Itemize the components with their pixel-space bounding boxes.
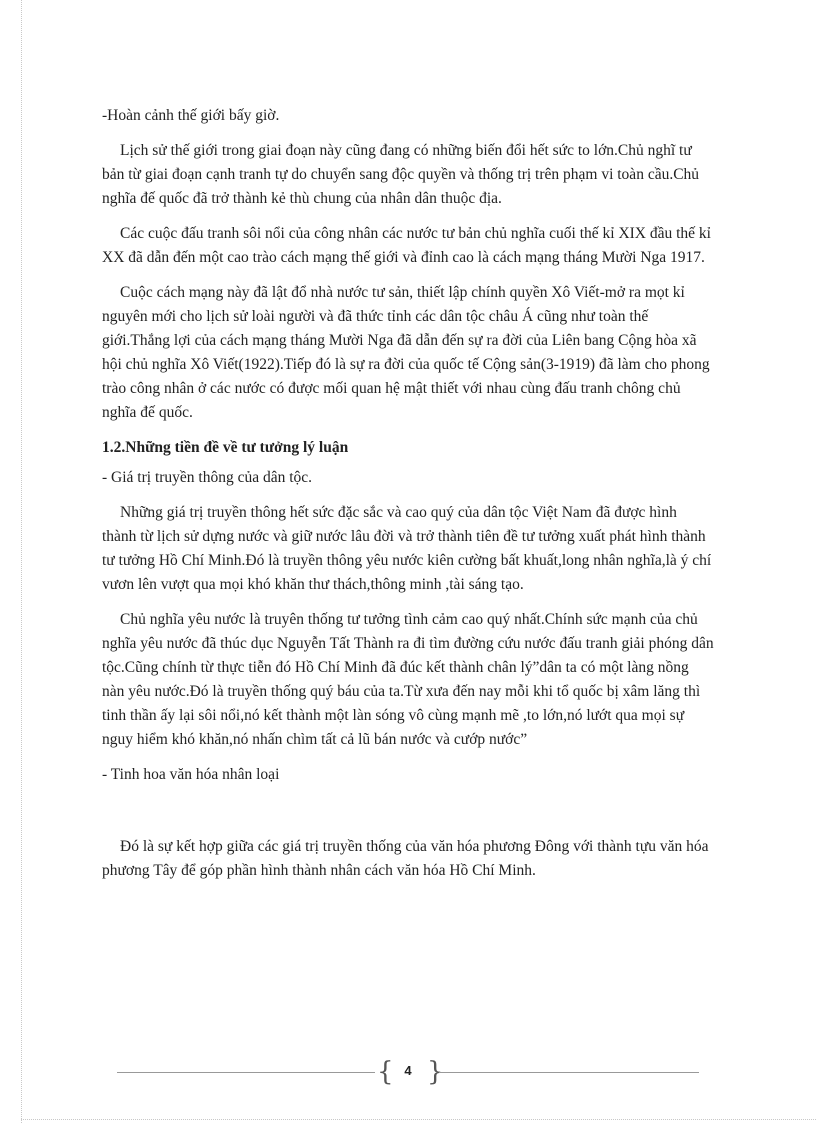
page-border-bottom bbox=[21, 1119, 816, 1120]
document-body bbox=[102, 98, 714, 883]
section-subheading-human-culture: - Tinh hoa văn hóa nhân loại bbox=[102, 766, 280, 783]
footer-rule-right bbox=[439, 1072, 699, 1073]
page-number: 4 bbox=[404, 1063, 412, 1078]
paragraph-patriotism: Chủ nghĩa yêu nước là truyên thống tư tưởng tình cảm cao quý nhất.Chính sức mạnh của chủ nghĩa yêu nước đã thúc dục Nguyễn Tất Thành ra đi tìm đường cứu nước đấu tranh giải phóng dân tộc.Cũng chính từ thực tiễn đó Hồ Chí Minh đã đúc kết thành chân lý”dân ta có một làng nồng nàn yêu nước.Đó là truyền thống quý báu của ta.Từ xưa đến nay mỗi khi tổ quốc bị xâm lăng thì tinh thần ấy lại sôi nổi,nó kết thành một làn sóng vô cùng mạnh mẽ ,to lớn,nó lướt qua mọi sự nguy hiểm khó khăn,nó nhấn chìm tất cả lũ bán nước và cướp nước” bbox=[102, 611, 714, 748]
footer-rule-left bbox=[117, 1072, 375, 1073]
page-border-left bbox=[21, 0, 22, 1123]
paragraph-worker-struggles: Các cuộc đấu tranh sôi nổi của công nhân các nước tư bản chủ nghĩa cuối thế kỉ XIX đầu thế kỉ XX đã dẫn đến một cao trào cách mạng thế giới và đỉnh cao là cách mạng tháng Mười Nga 1917. bbox=[102, 225, 711, 266]
section-subheading-world-context: -Hoàn cảnh thế giới bấy giờ. bbox=[102, 107, 280, 124]
footer-bracket-left: { bbox=[377, 1057, 394, 1087]
page-footer bbox=[117, 1058, 699, 1088]
footer-bracket-right: } bbox=[427, 1057, 444, 1087]
paragraph-east-west-culture: Đó là sự kết hợp giữa các giá trị truyền thống của văn hóa phương Đông với thành tựu văn hóa phương Tây để góp phần hình thành nhân cách văn hóa Hồ Chí Minh. bbox=[102, 838, 709, 879]
paragraph-october-revolution: Cuộc cách mạng này đã lật đổ nhà nước tư sản, thiết lập chính quyền Xô Viết-mở ra mọt kỉ nguyên mới cho lịch sử loài người và đã thức tỉnh các dân tộc châu Á cũng như toàn thế giới.Thắng lợi của cách mạng tháng Mười Nga đã dẫn đến sự ra đời của Liên bang Cộng hòa xã hội chủ nghĩa Xô Viết(1922).Tiếp đó là sự ra đời của quốc tế Cộng sản(3-1919) đã làm cho phong trào công nhân ở các nước có được mối quan hệ mật thiết với nhau cùng đấu tranh chông chủ nghĩa đế quốc. bbox=[102, 284, 710, 421]
section-heading-1-2: 1.2.Những tiền đề về tư tưởng lý luận bbox=[102, 439, 349, 456]
paragraph-traditional-values: Những giá trị truyền thông hết sức đặc sắc và cao quý của dân tộc Việt Nam đã được hình thành từ lịch sử dựng nước và giữ nước lâu đời và trở thành tiên đề tư tưởng xuất phát hình thành tư tưởng Hồ Chí Minh.Đó là truyền thông yêu nước kiên cường bất khuất,long nhân nghĩa,là ý chí vươn lên vượt qua mọi khó khăn thư thách,thông minh ,tài sáng tạo. bbox=[102, 504, 712, 593]
paragraph-world-history: Lịch sử thế giới trong giai đoạn này cũng đang có những biến đổi hết sức to lớn.Chủ nghĩ tư bản từ giai đoạn cạnh tranh tự do chuyển sang độc quyền và thống trị trên phạm vi toàn cầu.Chủ nghĩa đế quốc đã trở thành kẻ thù chung của nhân dân thuộc địa. bbox=[102, 142, 700, 207]
section-subheading-national-values: - Giá trị truyền thông của dân tộc. bbox=[102, 469, 313, 486]
